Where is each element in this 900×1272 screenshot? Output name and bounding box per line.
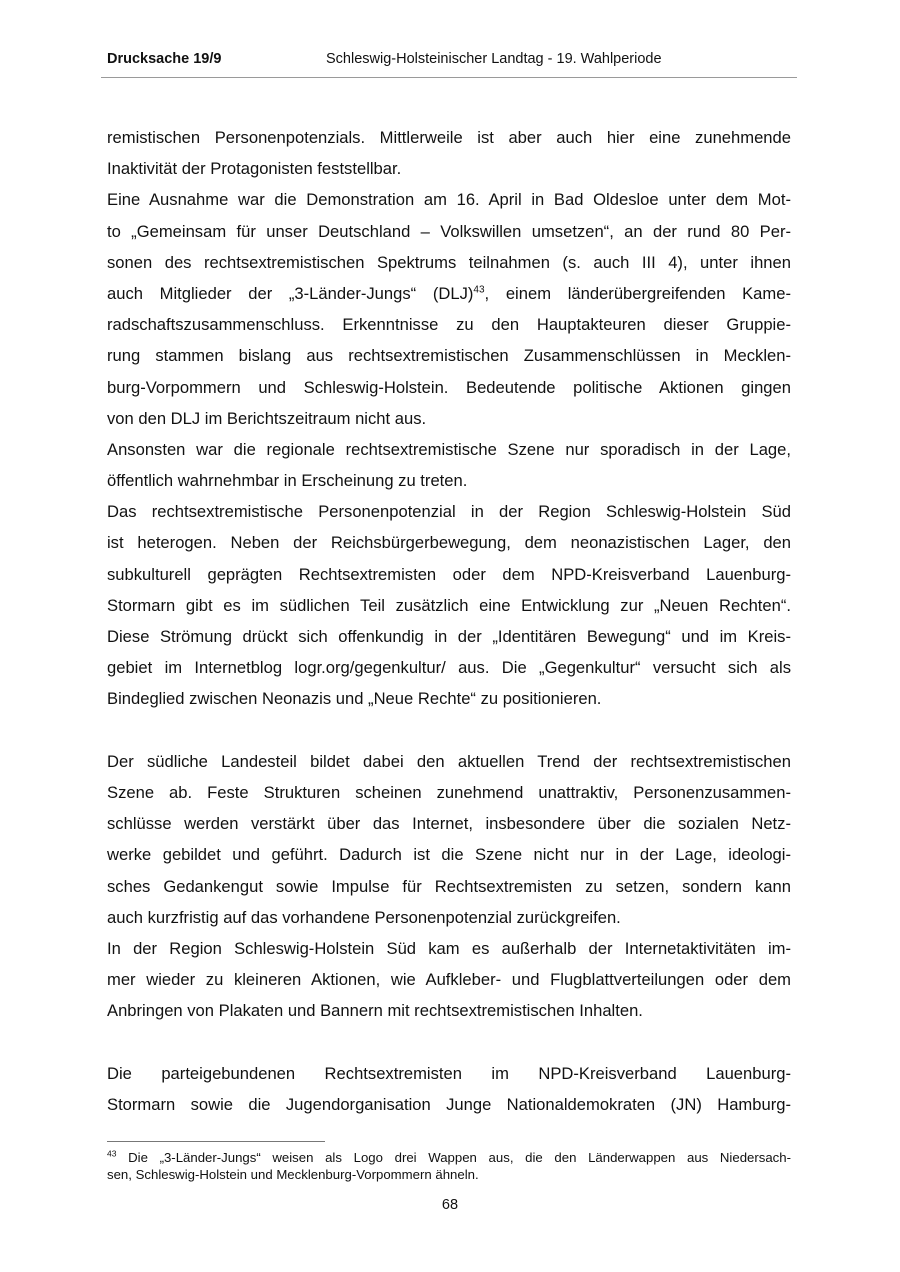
text-line: von den DLJ im Berichtszeitraum nicht aus. xyxy=(107,408,427,428)
text-line: Stormarn sowie die Jugendorganisation Junge Nationaldemokraten (JN) Hamburg- xyxy=(107,1094,791,1114)
text-line: ist heterogen. Neben der Reichsbürgerbewegung, dem neonazistischen Lager, den xyxy=(107,533,791,553)
text-line: Inaktivität der Protagonisten feststellbar. xyxy=(107,159,402,179)
body-text xyxy=(107,122,791,1120)
text-line: werke gebildet und geführt. Dadurch ist die Szene nicht nur in der Lage, ideologi- xyxy=(107,845,791,865)
text-line: burg-Vorpommern und Schleswig-Holstein. Bedeutende politische Aktionen gingen xyxy=(107,377,791,397)
text-line: radschaftszusammenschluss. Erkenntnisse zu den Hauptakteuren dieser Gruppie- xyxy=(107,315,791,335)
text-line: Das rechtsextremistische Personenpotenzial in der Region Schleswig-Holstein Süd xyxy=(107,502,791,522)
text-line: remistischen Personenpotenzials. Mittlerweile ist aber auch hier eine zunehmende xyxy=(107,128,791,147)
footnote-line: sen, Schleswig-Holstein und Mecklenburg-Vorpommern ähneln. xyxy=(107,1167,479,1182)
text-line: auch kurzfristig auf das vorhandene Personenpotenzial zurückgreifen. xyxy=(107,907,621,927)
text-line: Ansonsten war die regionale rechtsextremistische Szene nur sporadisch in der Lage, xyxy=(107,439,791,459)
text-line: Stormarn gibt es im südlichen Teil zusätzlich eine Entwicklung zur „Neuen Rechten“. xyxy=(107,595,791,615)
text-line: Die parteigebundenen Rechtsextremisten im NPD-Kreisverband Lauenburg- xyxy=(107,1063,791,1083)
footnote xyxy=(107,1149,791,1183)
text-line: Eine Ausnahme war die Demonstration am 16. April in Bad Oldesloe unter dem Mot- xyxy=(107,190,791,210)
text-line: Szene ab. Feste Strukturen scheinen zunehmend unattraktiv, Personenzusammen- xyxy=(107,782,791,802)
text-line: to „Gemeinsam für unser Deutschland – Volkswillen umsetzen“, an der rund 80 Per- xyxy=(107,221,791,241)
text-segment: auch Mitglieder der „3-Länder-Jungs“ (DLJ) xyxy=(107,283,474,303)
text-line: Diese Strömung drückt sich offenkundig in der „Identitären Bewegung“ und im Kreis- xyxy=(107,627,791,646)
footnote-reference[interactable]: 43 xyxy=(473,284,485,296)
header-divider xyxy=(101,77,797,78)
footnote-divider xyxy=(107,1141,325,1142)
text-line: Anbringen von Plakaten und Bannern mit rechtsextremistischen Inhalten. xyxy=(107,1001,643,1021)
text-line: sonen des rechtsextremistischen Spektrums teilnahmen (s. auch III 4), unter ihnen xyxy=(107,252,791,272)
text-line: rung stammen bislang aus rechtsextremistischen Zusammenschlüssen in Mecklen- xyxy=(107,346,791,366)
page-number: 68 xyxy=(441,1197,459,1213)
paragraph-gap xyxy=(107,1026,791,1057)
document-number: Drucksache 19/9 xyxy=(107,51,222,67)
text-line: öffentlich wahrnehmbar in Erscheinung zu treten. xyxy=(107,471,468,491)
text-line: Bindeglied zwischen Neonazis und „Neue Rechte“ zu positionieren. xyxy=(107,689,602,709)
text-line: schlüsse werden verstärkt über das Internet, insbesondere über die sozialen Netz- xyxy=(107,814,791,834)
footnote-number: 43 xyxy=(107,1148,117,1159)
text-segment: , einem länderübergreifenden Kame- xyxy=(484,283,791,303)
footnote-line xyxy=(107,1149,791,1166)
page-header xyxy=(107,51,797,75)
text-line: Der südliche Landesteil bildet dabei den aktuellen Trend der rechtsextremistischen xyxy=(107,751,791,771)
text-line: gebiet im Internetblog logr.org/gegenkultur/ aus. Die „Gegenkultur“ versucht sich als xyxy=(107,658,791,678)
text-line: subkulturell geprägten Rechtsextremisten oder dem NPD-Kreisverband Lauenburg- xyxy=(107,564,791,584)
text-line: In der Region Schleswig-Holstein Süd kam es außerhalb der Internetaktivitäten im- xyxy=(107,938,791,958)
text-line: sches Gedankengut sowie Impulse für Rechtsextremisten zu setzen, sondern kann xyxy=(107,876,791,896)
header-title: Schleswig-Holsteinischer Landtag - 19. Wahlperiode xyxy=(326,51,662,67)
text-line xyxy=(107,278,791,309)
footnote-text: Die „3-Länder-Jungs“ weisen als Logo drei Wappen aus, die den Länderwappen aus Niedersach- xyxy=(116,1150,791,1165)
paragraph-gap xyxy=(107,715,791,746)
text-line: mer wieder zu kleineren Aktionen, wie Aufkleber- und Flugblattverteilungen oder dem xyxy=(107,970,791,990)
